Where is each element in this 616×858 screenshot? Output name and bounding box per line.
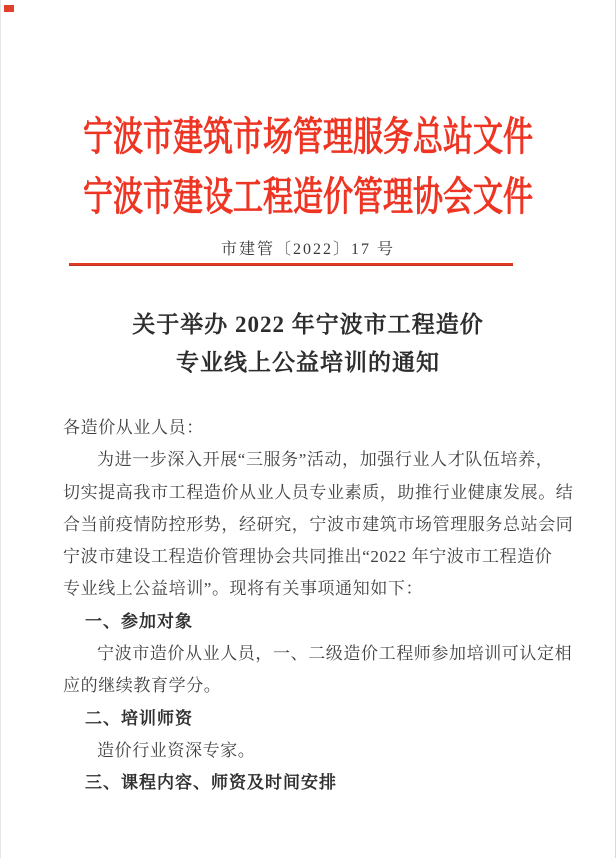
letterhead-org-2: 宁波市建设工程造价管理协会文件 bbox=[83, 175, 533, 220]
title-line-2: 专业线上公益培训的通知 bbox=[176, 350, 440, 375]
body-line: 为进一步深入开展“三服务”活动，加强行业人才队伍培养， bbox=[97, 450, 554, 470]
letterhead-line-2 bbox=[1, 163, 615, 223]
body-line: 切实提高我市工程造价从业人员专业素质，助推行业健康发展。结 bbox=[63, 482, 574, 502]
letterhead-org-1: 宁波市建筑市场管理服务总站文件 bbox=[83, 115, 533, 160]
letterhead bbox=[1, 103, 615, 223]
body-line: 专业线上公益培训”。现将有关事项通知如下： bbox=[63, 579, 424, 599]
section-heading-3: 三、课程内容、师资及时间安排 bbox=[85, 773, 337, 793]
red-divider-rule bbox=[69, 263, 513, 266]
section-heading-1: 一、参加对象 bbox=[85, 611, 193, 631]
document-body bbox=[63, 412, 574, 800]
body-line: 合当前疫情防控形势，经研究，宁波市建筑市场管理服务总站会同 bbox=[63, 514, 574, 534]
salutation-line: 各造价从业人员： bbox=[63, 418, 204, 437]
document-title bbox=[1, 306, 615, 382]
section-heading-2: 二、培训师资 bbox=[85, 708, 193, 728]
body-line: 宁波市建设工程造价管理协会共同推出“2022 年宁波市工程造价 bbox=[63, 547, 553, 567]
body-line: 应的继续教育学分。 bbox=[63, 676, 222, 696]
title-line-1: 关于举办 2022 年宁波市工程造价 bbox=[132, 312, 484, 337]
scan-artifact-mark bbox=[4, 5, 14, 12]
letterhead-line-1 bbox=[1, 103, 615, 163]
document-number: 市建管〔2022〕17 号 bbox=[220, 241, 395, 258]
body-line: 宁波市造价从业人员，一、二级造价工程师参加培训可认定相 bbox=[97, 644, 573, 664]
body-line: 造价行业资深专家。 bbox=[97, 740, 256, 760]
